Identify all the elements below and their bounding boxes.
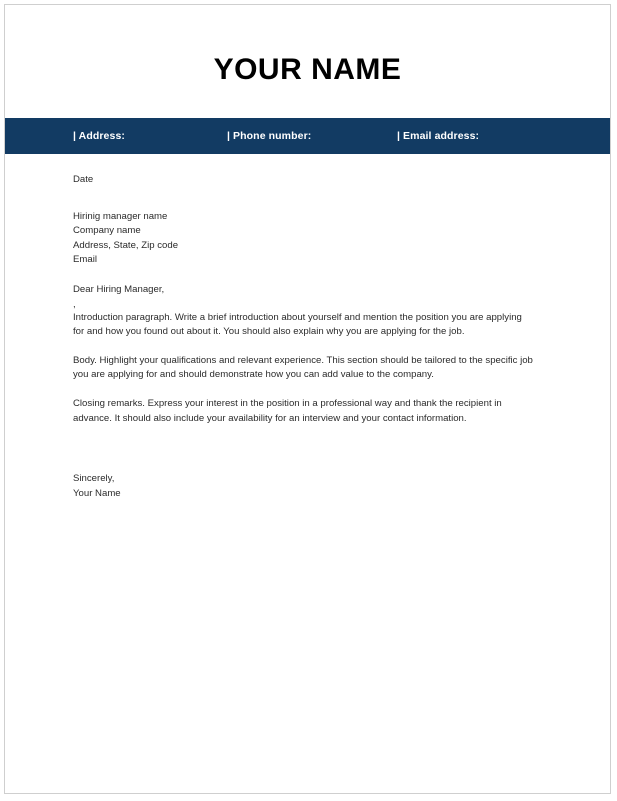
salutation: Dear Hiring Manager, bbox=[73, 283, 165, 295]
recipient-email: Email bbox=[73, 254, 97, 266]
contact-phone-label: | Phone number: bbox=[227, 130, 312, 142]
paragraph-closing: Closing remarks. Express your interest in the position in a professional way and thank the recipient in advance. It should also include your availability for an interview and your contact information. bbox=[73, 397, 502, 424]
date-line: Date bbox=[73, 174, 94, 185]
contact-address-label: | Address: bbox=[73, 130, 125, 142]
letterhead bbox=[5, 5, 610, 118]
signature-block bbox=[73, 472, 535, 501]
contact-email-label: | Email address: bbox=[397, 130, 480, 142]
spacer bbox=[73, 340, 535, 354]
signature-name: Your Name bbox=[73, 487, 121, 499]
recipient-address: Address, State, Zip code bbox=[73, 239, 179, 251]
orphan-comma: , bbox=[73, 298, 76, 310]
document-page bbox=[4, 4, 611, 794]
paragraph-introduction: Introduction paragraph. Write a brief introduction about yourself and mention the position you are applying for and how you found out about it. You should also explain why you are applying for the job. bbox=[73, 311, 522, 338]
spacer bbox=[73, 188, 535, 210]
spacer bbox=[73, 426, 535, 472]
recipient-company: Company name bbox=[73, 225, 141, 237]
paragraph-body: Body. Highlight your qualifications and relevant experience. This section should be tailored to the specific job you are applying for and should demonstrate how you can add value to the company. bbox=[73, 354, 533, 381]
spacer bbox=[73, 383, 535, 397]
closing-line: Sincerely, bbox=[73, 473, 115, 485]
page-title: YOUR NAME bbox=[213, 52, 402, 86]
recipient-block bbox=[73, 210, 535, 268]
contact-bar bbox=[5, 118, 610, 154]
recipient-manager: Hirinig manager name bbox=[73, 210, 168, 222]
spacer bbox=[73, 268, 535, 283]
letter-body bbox=[73, 173, 535, 501]
